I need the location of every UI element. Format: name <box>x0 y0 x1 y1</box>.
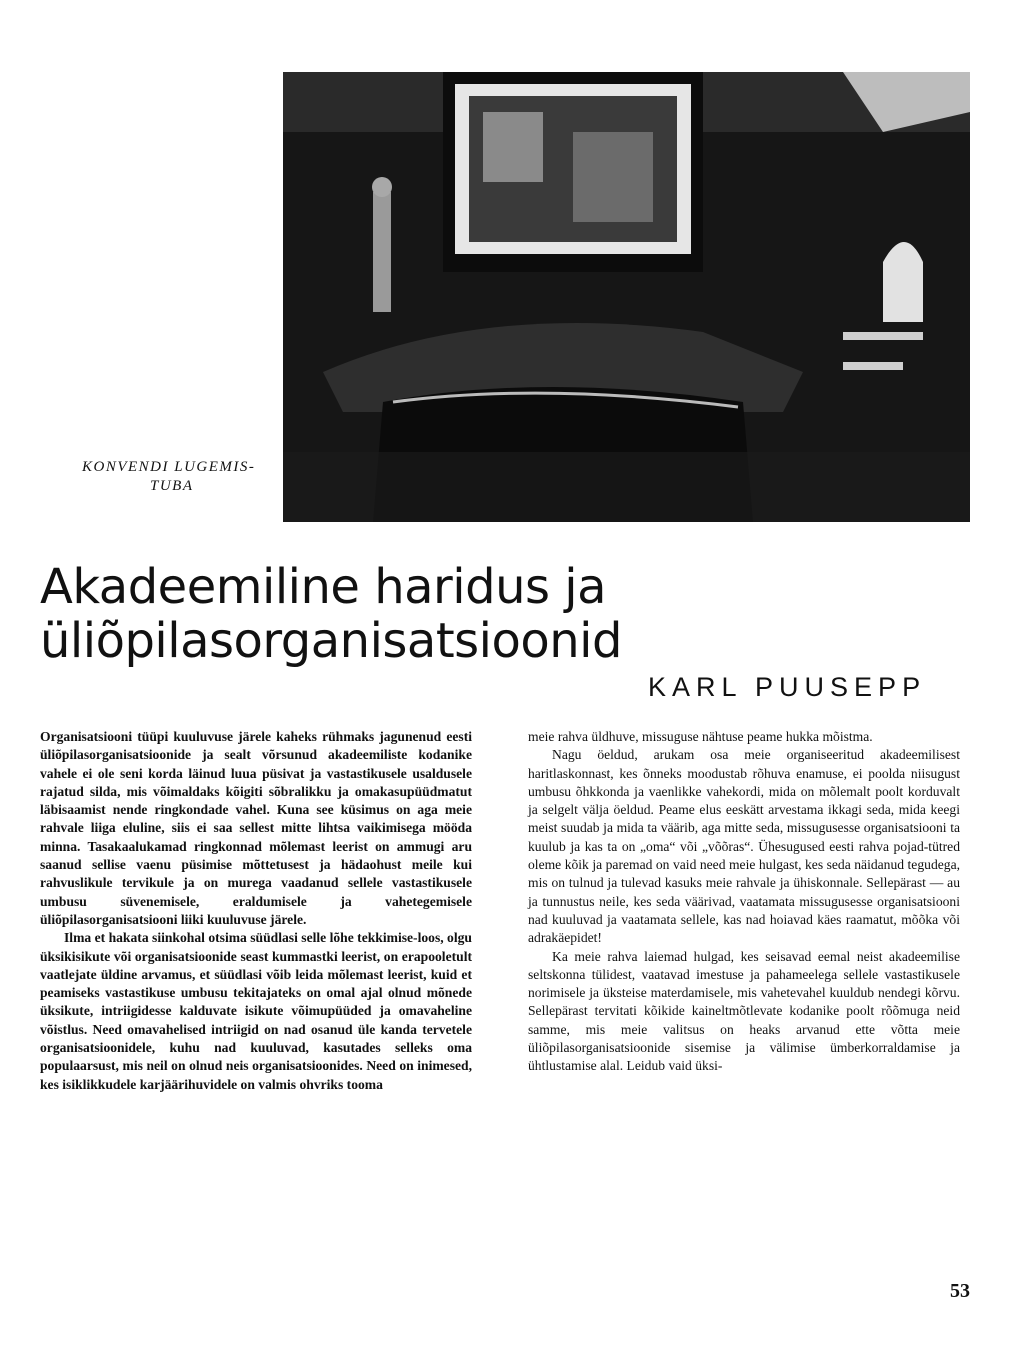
caption-line-1: KONVENDI LUGEMIS- <box>82 459 256 475</box>
reading-room-illustration <box>283 72 970 522</box>
author-name: KARL PUUSEPP <box>648 672 927 702</box>
left-paragraph-1: Organisatsiooni tüüpi kuuluvuse järele kaheks rühmaks jagunenud eesti üliõpilasorganisatsioonide ja sealt võrsunud akadeemiliste kodanike vahele ei ole seni korda läinud luua püsivat ja vastastikusele usaldusele rajatud silda, mis võimaldaks kõigiti sõbralikku ja omakasupüüdmatut läbisaamist nende ringkondade vahel. Kuna see küsimus on aga meie rahvale liiga eluline, siis ei saa sellest mitte lihtsa vaikimisega mööda minna. Tasakaalukamad ringkonnad mõlemast leerist on ammugi aru saanud sellise vaenu püsimise mõttetusest ja hädaohust meile kui rahvuslikule tervikule ja on murega vaadanud sellele vastastikusele umbusu süvenemisele, eraldumisele ja vahetegemisele üliõpilasorganisatsiooni liiki kuuluvuse järele. <box>40 729 472 927</box>
right-paragraph-3: Ka meie rahva laiemad hulgad, kes seisavad eemal neist akadeemilise seltskonna tülidest, vaatavad imestuse ja pahameelega sellele vastastikusele norimisele ja üksteise materdamisele, mis vahetevahel kuuldub nendegi kõrvu. Sellepärast tervitati kõikide kaineltmõtlevate kodanike poolt rõõmuga neid samme, mis meie valitsus on heaks arvanud ette võtta meie üliõpilasorganisatsioonide sisemise ja välimise ümberkorraldamise ja ühtlustamise alal. Leidub vaid üksi- <box>528 948 960 1074</box>
page-number: 53 <box>950 1280 970 1302</box>
title-line-2: üliõpilasorganisatsioonid <box>40 613 622 669</box>
article-title <box>40 560 800 668</box>
photo-caption <box>82 458 292 496</box>
caption-line-2: TUBA <box>150 478 194 494</box>
title-line-1: Akadeemiline haridus ja <box>40 559 607 615</box>
right-column <box>528 728 960 1076</box>
right-paragraph-2: Nagu öeldud, arukam osa meie organiseeritud akadeemilisest haritlaskonnast, kes õnneks moodustab rõhuva enamuse, ei poolda niisugust umbusu õhkkonda ja vaenlikke vahekordi, mida on mõlemalt poolt korduvalt ja selgelt välja öeldud. Peame elus eeskätt arvestama ikkagi seda, mida keegi meist suudab ja mida ta väärib, aga mitte seda, missugusesse organisatsiooni ta kuulub ja kas ta on „oma“ või „võõras“. Ühesugused eesti rahva pojad-tütred oleme kõik ja paremad on vaid need meie hulgast, kes seda näidanud tegudega, mis on tulnud ja tulevad kasuks meie rahvale ja ühiskonnale. Sellepärast — au ja tunnustus neile, kes seda väärivad, vaatamata missugusesse organisatsiooni nad kuuluvad ja vaatamata sellele, kas nad hoiavad käes raamatut, mõõka või adrakäepidet! <box>528 747 960 946</box>
left-column <box>40 728 472 1094</box>
left-paragraph-2: Ilma et hakata siinkohal otsima süüdlasi selle lõhe tekkimise-loos, olgu üksikisikute või organisatsioonide seast kummastki leerist, on erapooletult vaatlejate üldine arvamus, et süüdlasi võib leida mõlemast leerist, kuid et peamiseks vastastikuse umbusu tekitajateks on omal ajal olnud mõnede üksikute, intriigidesse kalduvate isikute võimupüüded ja omavaheline võistlus. Need omavahelised intriigid on nad osanud üle kanda tervetele organisatsioonidele, kuhu nad kuuluvad, kasutades selleks oma populaarsust, mis neil on olnud neis organisatsioonides. Need on inimesed, kes isiklikkudele karjäärihuvidele on valmis ohvriks tooma <box>40 930 472 1092</box>
reading-room-photo <box>283 72 970 522</box>
right-paragraph-1: meie rahva üldhuve, missuguse nähtuse peame hukka mõistma. <box>528 729 873 744</box>
